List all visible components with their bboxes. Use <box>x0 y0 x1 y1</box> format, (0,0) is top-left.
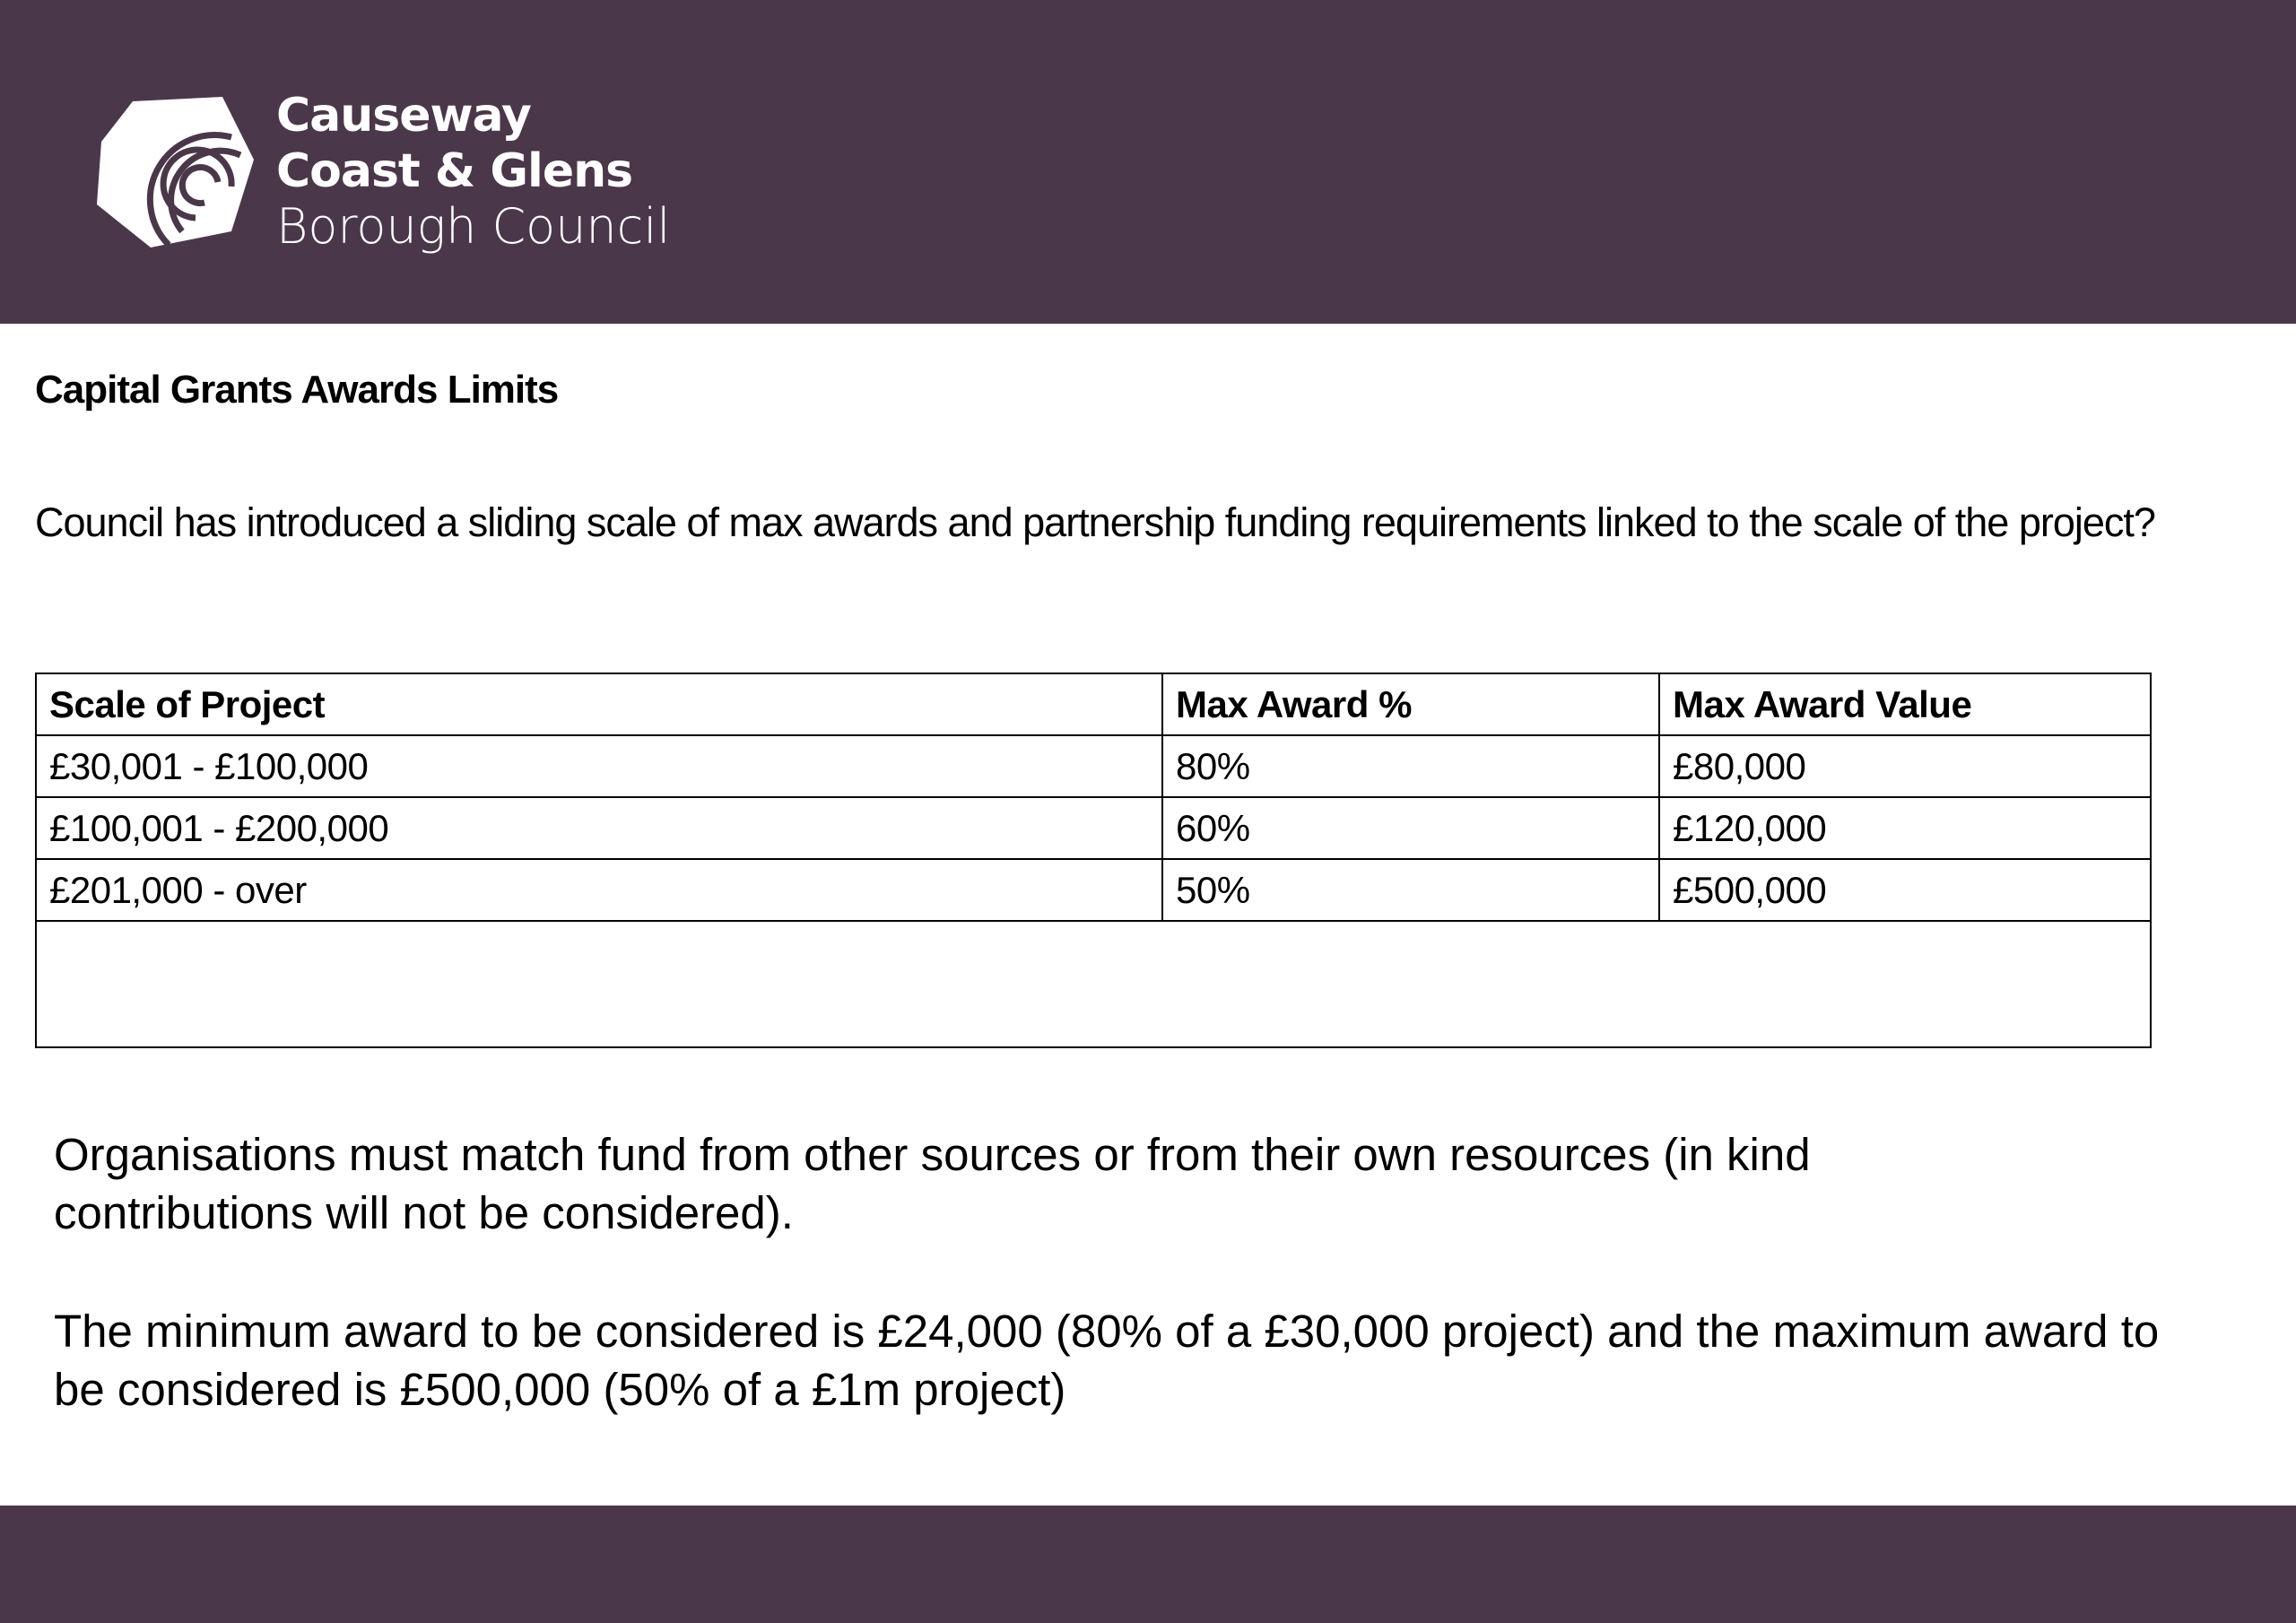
table-row <box>36 797 2151 859</box>
award-limits-table <box>35 673 2152 1048</box>
cell-scale: £201,000 - over <box>36 859 1162 921</box>
spiral-hexagon-logo-icon <box>97 97 258 249</box>
page-title: Capital Grants Awards Limits <box>35 368 559 412</box>
logo-line-1: Causeway <box>276 89 531 143</box>
award-range-paragraph: The minimum award to be considered is £24,000 (80% of a £30,000 project) and the maximum award to be considered is £500,000 (50% of a £1m project) <box>54 1306 2160 1415</box>
cell-pct: 50% <box>1162 859 1659 921</box>
logo-line-3: Borough Council <box>276 198 671 255</box>
intro-text: Council has introduced a sliding scale of max awards and partnership funding requirements linked to the scale of the project? <box>35 499 2155 545</box>
cell-scale: £100,001 - £200,000 <box>36 797 1162 859</box>
match-funding-paragraph: Organisations must match fund from other sources or from their own resources (in kind contributions will not be considered). <box>54 1129 1811 1238</box>
cell-value: £80,000 <box>1659 735 2151 797</box>
cell-scale: £30,001 - £100,000 <box>36 735 1162 797</box>
header-max-award-pct: Max Award % <box>1162 673 1659 735</box>
table-row <box>36 859 2151 921</box>
council-logo-text <box>276 88 670 255</box>
cell-value: £500,000 <box>1659 859 2151 921</box>
cell-pct: 60% <box>1162 797 1659 859</box>
footer-banner <box>0 1506 2296 1623</box>
cell-pct: 80% <box>1162 735 1659 797</box>
header-scale: Scale of Project <box>36 673 1162 735</box>
logo-line-2: Coast & Glens <box>276 144 633 198</box>
empty-table-row <box>36 921 2151 1047</box>
table-header-row <box>36 673 2151 735</box>
empty-cell <box>36 921 2151 1047</box>
header-max-award-value: Max Award Value <box>1659 673 2151 735</box>
cell-value: £120,000 <box>1659 797 2151 859</box>
table-row <box>36 735 2151 797</box>
header-banner <box>0 0 2296 324</box>
